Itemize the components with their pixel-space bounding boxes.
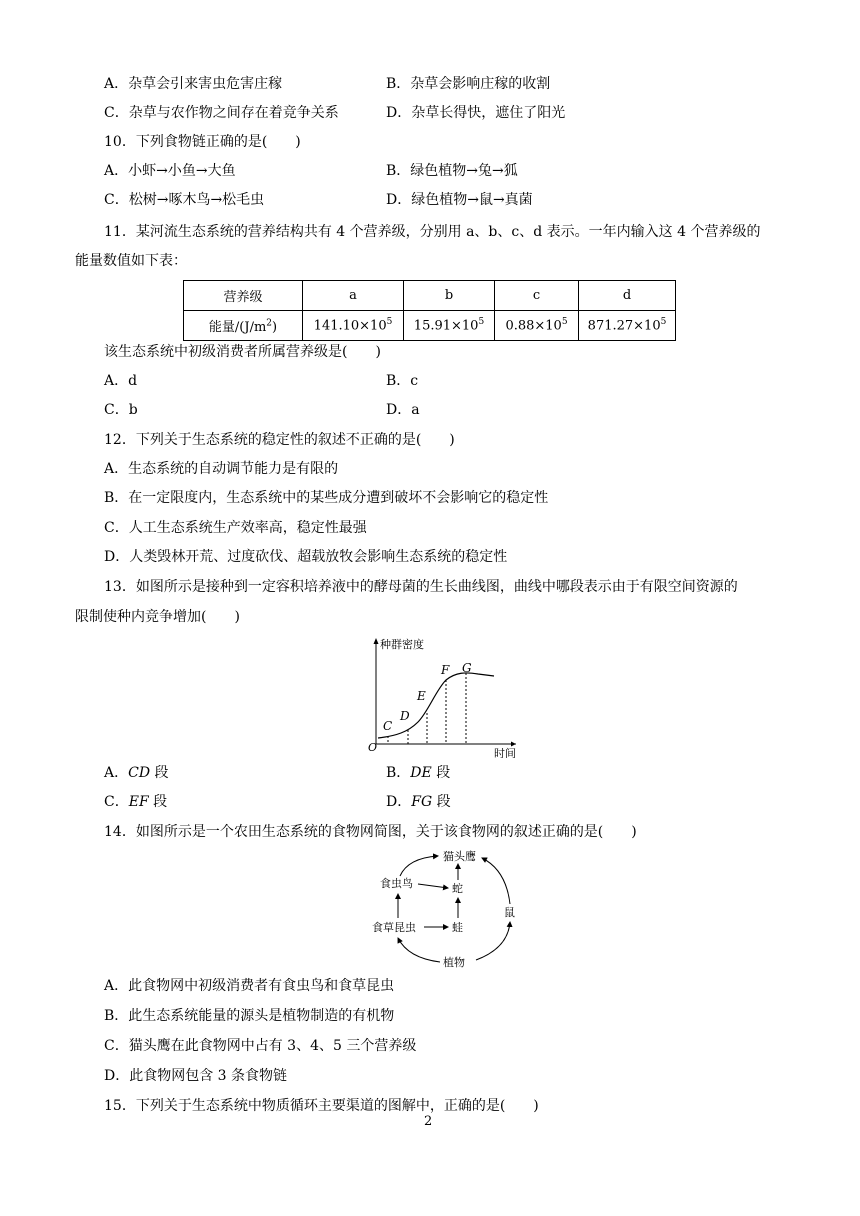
q10-option-c: C．松树→啄木鸟→松毛虫 — [104, 192, 265, 208]
q14-stem: 14．如图所示是一个农田生态系统的食物网简图，关于该食物网的叙述正确的是( ) — [104, 824, 637, 840]
node-insect-bird: 食虫鸟 — [380, 877, 413, 890]
x-axis-label: 时间 — [494, 747, 516, 758]
table-header-cell: b — [404, 281, 495, 311]
q9-option-b: B．杂草会影响庄稼的收割 — [386, 76, 551, 92]
arrow-mouse-owl — [482, 858, 510, 904]
point-e-label: E — [417, 689, 426, 703]
x-axis-arrow-icon — [511, 742, 516, 747]
point-c-label: C — [383, 719, 393, 733]
q10-stem: 10．下列食物链正确的是( ) — [104, 134, 301, 150]
q12-option-c: C．人工生态系统生产效率高，稳定性最强 — [104, 520, 367, 536]
table-cell: $15.91\times 10^5$ — [404, 311, 495, 341]
q13-option-d: D．FG 段 — [386, 794, 451, 810]
arrow-bird-owl — [400, 856, 438, 876]
point-f-label: F — [441, 663, 450, 677]
q14-option-b: B．此生态系统能量的源头是植物制造的有机物 — [104, 1008, 395, 1024]
table-header-cell: d — [579, 281, 676, 311]
arrow-plant-insect — [398, 938, 440, 962]
table-header-cell: a — [303, 281, 404, 311]
node-owl: 猫头鹰 — [443, 850, 476, 863]
q11-stem-line2: 能量数值如下表： — [75, 253, 187, 269]
q11-stem-line1: 11．某河流生态系统的营养结构共有 4 个营养级，分别用 a、b、c、d 表示。一年内输入这 4 个营养级的 — [104, 224, 761, 240]
arrow-plant-mouse — [476, 922, 510, 960]
table-cell: $871.27\times 10^5$ — [579, 311, 676, 341]
y-axis-arrow-icon — [374, 638, 379, 644]
point-d-label: D — [400, 709, 410, 723]
table-header-cell: c — [495, 281, 579, 311]
node-plant: 植物 — [443, 956, 465, 969]
node-herbivore-insect: 食草昆虫 — [372, 921, 416, 934]
q14-option-d: D．此食物网包含 3 条食物链 — [104, 1068, 288, 1084]
q14-option-a: A．此食物网中初级消费者有食虫鸟和食草昆虫 — [104, 978, 395, 994]
table-cell: $141.10\times 10^5$ — [303, 311, 404, 341]
q14-option-c: C．猫头鹰在此食物网中占有 3、4、5 三个营养级 — [104, 1038, 417, 1054]
q9-option-c: C．杂草与农作物之间存在着竞争关系 — [104, 105, 339, 121]
q10-option-d: D．绿色植物→鼠→真菌 — [386, 192, 533, 208]
node-snake: 蛇 — [452, 882, 463, 895]
y-axis-label: 种群密度 — [380, 638, 424, 651]
q12-option-a: A．生态系统的自动调节能力是有限的 — [104, 461, 339, 477]
node-mouse: 鼠 — [504, 906, 515, 919]
page-number: 2 — [424, 1114, 433, 1129]
q13-stem-line1: 13．如图所示是接种到一定容积培养液中的酵母菌的生长曲线图，曲线中哪段表示由于有限空间资源的 — [104, 579, 738, 595]
q15-stem: 15．下列关于生态系统中物质循环主要渠道的图解中，正确的是( ) — [104, 1098, 539, 1114]
q13-option-a: A．CD 段 — [104, 765, 169, 781]
growth-curve — [378, 673, 494, 738]
q10-option-a: A．小虾→小鱼→大鱼 — [104, 163, 236, 179]
arrow-bird-snake — [418, 884, 448, 888]
q11-option-a: A．d — [104, 373, 138, 389]
point-g-label: G — [462, 661, 472, 675]
table-header-cell: 营养级 — [184, 281, 303, 311]
table-row-label: 能量$/(J/m^2)$ — [184, 311, 303, 341]
q12-option-d: D．人类毁林开荒、过度砍伐、超载放牧会影响生态系统的稳定性 — [104, 549, 508, 565]
q11-option-c: C．b — [104, 402, 138, 418]
food-web-figure — [368, 846, 518, 972]
origin-label: O — [368, 741, 378, 754]
q9-option-a: A．杂草会引来害虫危害庄稼 — [104, 76, 283, 92]
energy-table — [183, 280, 676, 341]
q12-stem: 12．下列关于生态系统的稳定性的叙述不正确的是( ) — [104, 432, 455, 448]
q13-option-b: B．DE 段 — [386, 765, 451, 781]
q9-option-d: D．杂草长得快，遮住了阳光 — [386, 105, 566, 121]
q11-option-b: B．c — [386, 373, 419, 389]
q11-question: 该生态系统中初级消费者所属营养级是( ) — [104, 344, 381, 360]
q13-stem-line2: 限制使种内竞争增加( ) — [75, 609, 240, 625]
q10-option-b: B．绿色植物→兔→狐 — [386, 163, 518, 179]
table-cell: $0.88\times 10^5$ — [495, 311, 579, 341]
node-frog: 蛙 — [452, 921, 463, 934]
q11-option-d: D．a — [386, 402, 420, 418]
q12-option-b: B．在一定限度内，生态系统中的某些成分遭到破坏不会影响它的稳定性 — [104, 490, 549, 506]
table-header-row — [184, 281, 676, 311]
q13-option-c: C．EF 段 — [104, 794, 168, 810]
growth-curve-figure — [366, 634, 522, 758]
table-row — [184, 311, 676, 341]
